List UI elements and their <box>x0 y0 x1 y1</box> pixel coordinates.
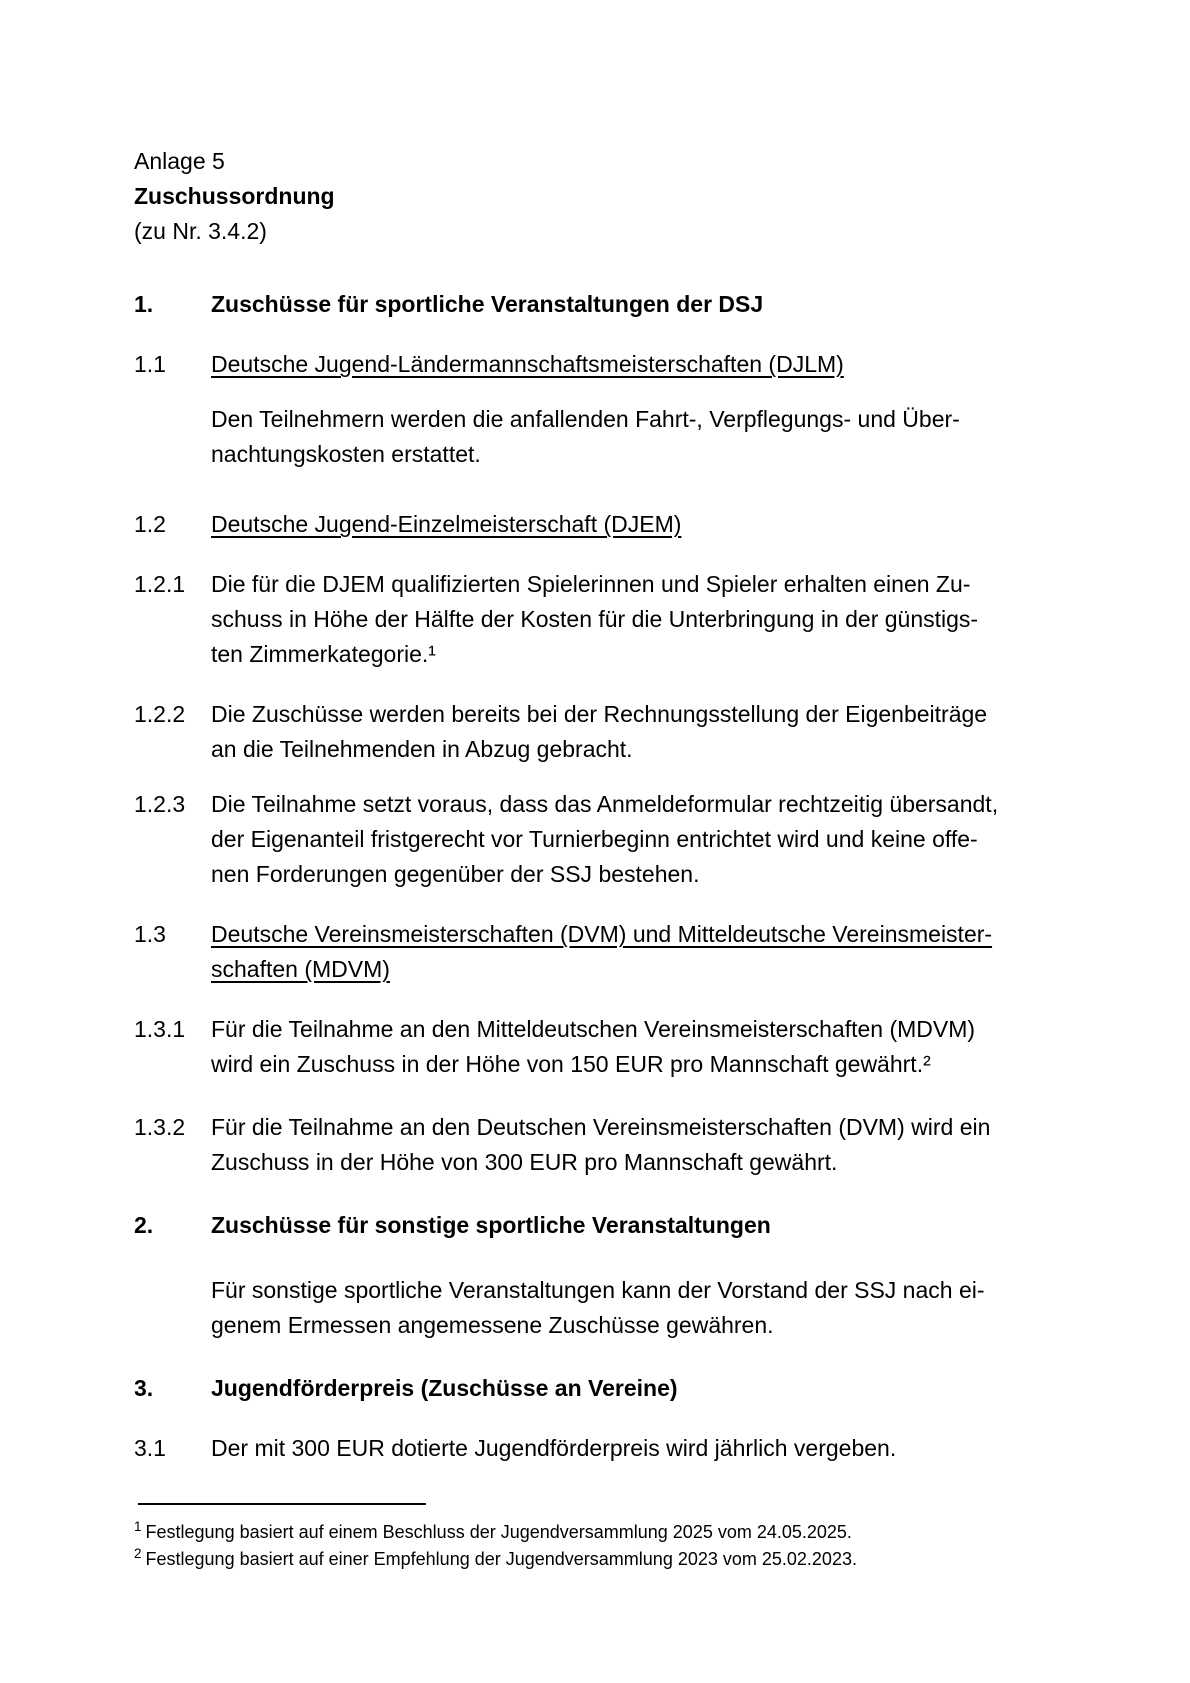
footnote-marker: 2 <box>134 1546 142 1561</box>
section-title: Zuschüsse für sportliche Veranstaltungen der DSJ <box>211 291 764 317</box>
section-title: Deutsche Vereinsmeisterschaften (DVM) und Mitteldeutsche Vereinsmeister- <box>211 921 993 947</box>
paragraph-line: Zuschuss in der Höhe von 300 EUR pro Mannschaft gewährt. <box>211 1149 838 1175</box>
paragraph-1-3-2 <box>134 1110 1054 1180</box>
section-title: Zuschüsse für sonstige sportliche Veranstaltungen <box>211 1212 771 1238</box>
document-title: Zuschussordnung <box>134 183 335 209</box>
footnote-2 <box>134 1546 1054 1573</box>
paragraph-line: schuss in Höhe der Hälfte der Kosten für die Unterbringung in der günstigs- <box>211 606 979 632</box>
paragraph-1-2-3 <box>134 787 1054 892</box>
paragraph-1-3-1 <box>134 1012 1054 1082</box>
paragraph-3-1 <box>134 1431 1054 1466</box>
paragraph-2 <box>134 1273 1054 1343</box>
section-number: 1.1 <box>134 351 166 377</box>
section-number: 1. <box>134 291 154 317</box>
section-heading-1 <box>134 287 1054 322</box>
paragraph-line: nachtungskosten erstattet. <box>211 441 481 467</box>
section-number: 1.2.3 <box>134 791 186 817</box>
paragraph-line: Für sonstige sportliche Veranstaltungen kann der Vorstand der SSJ nach ei- <box>211 1277 985 1303</box>
footnote-marker: 1 <box>134 1519 142 1534</box>
section-heading-2 <box>134 1208 1054 1243</box>
section-number: 1.3 <box>134 921 166 947</box>
section-title: Jugendförderpreis (Zuschüsse an Vereine) <box>211 1375 678 1401</box>
paragraph-line: an die Teilnehmenden in Abzug gebracht. <box>211 736 633 762</box>
section-title: schaften (MDVM) <box>211 956 390 982</box>
footnote-separator <box>138 1503 426 1505</box>
paragraph-1-2-1 <box>134 567 1054 672</box>
document-reference: (zu Nr. 3.4.2) <box>134 218 267 244</box>
paragraph-line: Die Teilnahme setzt voraus, dass das Anmeldeformular rechtzeitig übersandt, <box>211 791 999 817</box>
paragraph-1-2-2 <box>134 697 1054 767</box>
section-heading-1-2 <box>134 507 1054 542</box>
section-number: 1.2 <box>134 511 166 537</box>
paragraph-1-1 <box>134 402 1054 472</box>
footnotes-section <box>134 1503 1054 1573</box>
section-number: 1.2.2 <box>134 701 186 727</box>
footnote-text: Festlegung basiert auf einem Beschluss der Jugendversammlung 2025 vom 24.05.2025. <box>145 1522 852 1542</box>
paragraph-line: der Eigenanteil fristgerecht vor Turnierbeginn entrichtet wird und keine offe- <box>211 826 978 852</box>
annex-label: Anlage 5 <box>134 148 225 174</box>
paragraph-line: Den Teilnehmern werden die anfallenden Fahrt-, Verpflegungs- und Über- <box>211 406 960 432</box>
section-title: Deutsche Jugend-Ländermannschaftsmeisterschaften (DJLM) <box>211 351 844 377</box>
paragraph-line: Die für die DJEM qualifizierten Spielerinnen und Spieler erhalten einen Zu- <box>211 571 971 597</box>
paragraph-line: Der mit 300 EUR dotierte Jugendförderpreis wird jährlich vergeben. <box>211 1435 897 1461</box>
paragraph-line: Für die Teilnahme an den Deutschen Vereinsmeisterschaften (DVM) wird ein <box>211 1114 991 1140</box>
section-number: 3. <box>134 1375 154 1401</box>
paragraph-line: genem Ermessen angemessene Zuschüsse gewähren. <box>211 1312 774 1338</box>
footnote-text: Festlegung basiert auf einer Empfehlung der Jugendversammlung 2023 vom 25.02.2023. <box>145 1549 857 1569</box>
section-heading-1-1 <box>134 347 1054 382</box>
paragraph-line: Die Zuschüsse werden bereits bei der Rechnungsstellung der Eigenbeiträge <box>211 701 988 727</box>
section-number: 1.2.1 <box>134 571 186 597</box>
paragraph-line: wird ein Zuschuss in der Höhe von 150 EUR pro Mannschaft gewährt.² <box>211 1051 931 1077</box>
section-heading-3 <box>134 1371 1054 1406</box>
section-title: Deutsche Jugend-Einzelmeisterschaft (DJEM) <box>211 511 682 537</box>
section-heading-1-3 <box>134 917 1054 987</box>
section-number: 1.3.2 <box>134 1114 186 1140</box>
document-header <box>134 144 1054 249</box>
paragraph-line: Für die Teilnahme an den Mitteldeutschen Vereinsmeisterschaften (MDVM) <box>211 1016 976 1042</box>
footnote-1 <box>134 1519 1054 1546</box>
document-body <box>134 144 1054 1466</box>
paragraph-line: ten Zimmerkategorie.¹ <box>211 641 436 667</box>
section-number: 2. <box>134 1212 154 1238</box>
paragraph-line: nen Forderungen gegenüber der SSJ bestehen. <box>211 861 700 887</box>
section-number: 3.1 <box>134 1435 166 1461</box>
section-number: 1.3.1 <box>134 1016 186 1042</box>
